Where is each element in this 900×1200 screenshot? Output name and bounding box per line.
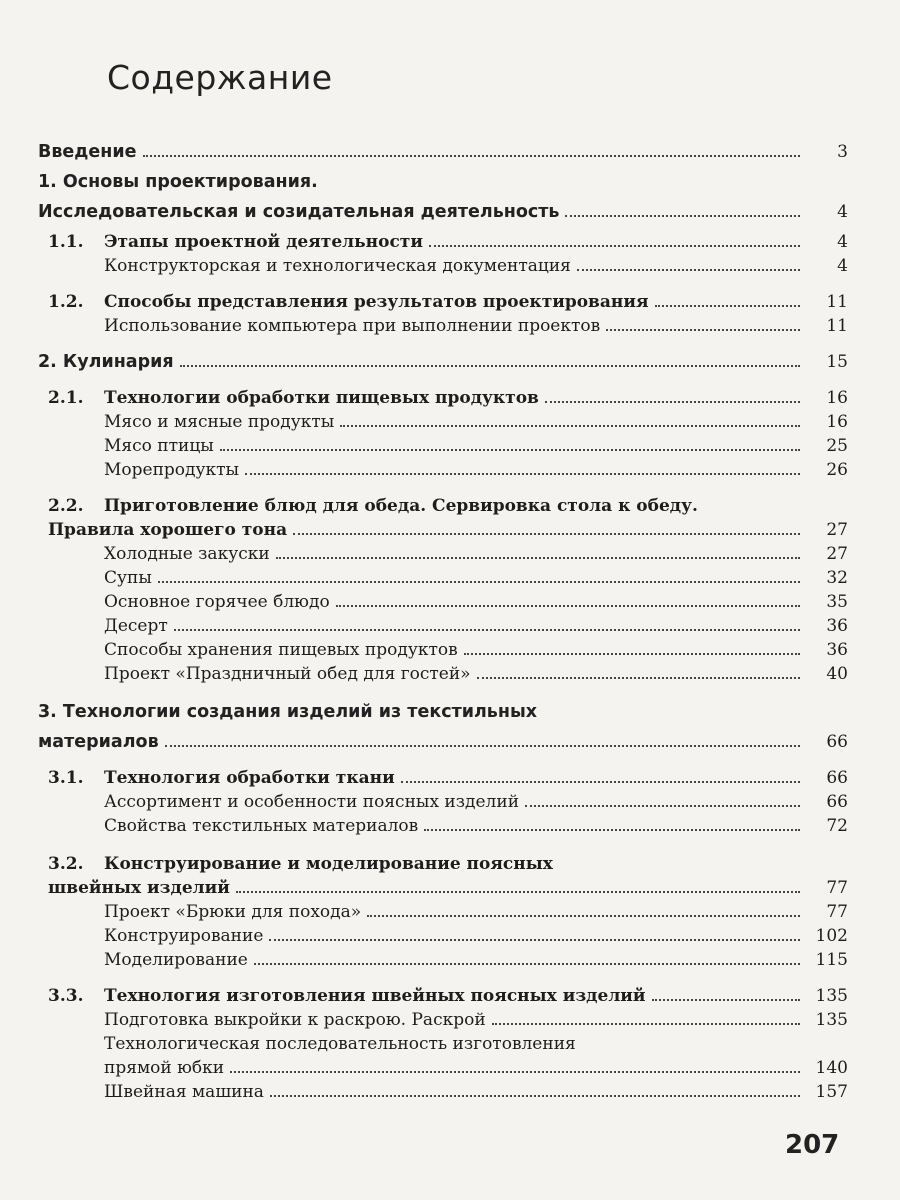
- toc-entry-label: Подготовка выкройки к раскрою. Раскрой: [104, 1010, 486, 1030]
- dot-leader: [293, 533, 800, 535]
- toc-entry: [0, 196, 848, 222]
- toc-entry: [0, 538, 848, 564]
- dot-leader: [525, 805, 800, 807]
- section-number: 2.1.: [48, 388, 84, 408]
- dot-leader: [429, 245, 800, 247]
- toc-entry: [0, 454, 848, 480]
- section-number: 3.2.: [48, 854, 84, 874]
- dot-leader: [245, 473, 800, 475]
- toc-entry-label: 2. Кулинария: [38, 352, 174, 372]
- toc-page-number: 11: [826, 292, 848, 312]
- toc-entry-label: Морепродукты: [104, 460, 240, 480]
- toc-page-number: 66: [826, 768, 848, 788]
- dot-leader: [577, 269, 800, 271]
- toc-page-number: 25: [826, 436, 848, 456]
- dot-leader: [254, 963, 800, 965]
- toc-entry-label: Технологии обработки пищевых продуктов: [104, 388, 539, 408]
- dot-leader: [340, 425, 800, 427]
- toc-entry: [0, 310, 848, 336]
- toc-entry-label: Основное горячее блюдо: [104, 592, 330, 612]
- toc-entry-label: Этапы проектной деятельности: [104, 232, 423, 252]
- dot-leader: [180, 365, 800, 367]
- dot-leader: [336, 605, 800, 607]
- section-number: 1.2.: [48, 292, 84, 312]
- dot-leader: [270, 1095, 800, 1097]
- dot-leader: [174, 629, 800, 631]
- dot-leader: [276, 557, 800, 559]
- dot-leader: [220, 449, 800, 451]
- section-number: 2.2.: [48, 496, 84, 516]
- toc-entry-label: Проект «Брюки для похода»: [104, 902, 362, 922]
- toc-page-number: 32: [826, 568, 848, 588]
- toc-page-number: 140: [815, 1058, 848, 1078]
- toc-entry: [0, 848, 848, 874]
- toc-entry: [0, 1004, 848, 1030]
- toc-entry: [0, 786, 848, 812]
- dot-leader: [401, 781, 800, 783]
- toc-entry: [0, 286, 848, 312]
- toc-entry: [0, 1028, 848, 1054]
- toc-page-number: 11: [826, 316, 848, 336]
- toc-page-number: 66: [826, 732, 848, 752]
- toc-page-number: 15: [826, 352, 848, 372]
- toc-entry-label: Технология изготовления швейных поясных изделий: [104, 986, 646, 1006]
- toc-entry-label: Конструирование: [104, 926, 264, 946]
- toc-page-number: 135: [815, 1010, 848, 1030]
- toc-entry-label: Ассортимент и особенности поясных изделий: [104, 792, 520, 812]
- toc-entry-label: Правила хорошего тона: [48, 520, 288, 540]
- toc-entry: [0, 1076, 848, 1102]
- toc-entry: [0, 634, 848, 660]
- toc-page-number: 102: [815, 926, 848, 946]
- toc-entry-label: Проект «Праздничный обед для гостей»: [104, 664, 471, 684]
- page-title: Содержание: [107, 58, 333, 97]
- dot-leader: [165, 745, 800, 747]
- toc-entry: [0, 490, 848, 516]
- toc-entry: [0, 610, 848, 636]
- toc-entry-label: Конструирование и моделирование поясных: [104, 854, 553, 874]
- toc-entry-label: Технологическая последовательность изготовления: [104, 1034, 576, 1054]
- toc-entry-label: Приготовление блюд для обеда. Сервировка стола к обеду.: [104, 496, 698, 516]
- toc-entry: [0, 514, 848, 540]
- dot-leader: [652, 999, 800, 1001]
- toc-page-number: 27: [826, 544, 848, 564]
- toc-page-number: 77: [826, 878, 848, 898]
- toc-entry: [0, 810, 848, 836]
- toc-entry-label: Введение: [38, 142, 137, 162]
- toc-page-number: 157: [815, 1082, 848, 1102]
- toc-entry-label: Способы хранения пищевых продуктов: [104, 640, 458, 660]
- toc-page-number: 4: [837, 202, 848, 222]
- toc-entry-label: Холодные закуски: [104, 544, 270, 564]
- toc-entry-label: Супы: [104, 568, 152, 588]
- toc-page-number: 35: [826, 592, 848, 612]
- toc-entry: [0, 726, 848, 752]
- toc-entry: [0, 920, 848, 946]
- toc-page-number: 16: [826, 388, 848, 408]
- toc-page-number: 77: [826, 902, 848, 922]
- toc-entry: [0, 346, 848, 372]
- toc-entry-label: Использование компьютера при выполнении проектов: [104, 316, 601, 336]
- toc-entry-label: Способы представления результатов проектирования: [104, 292, 649, 312]
- toc-entry-label: прямой юбки: [104, 1058, 225, 1078]
- toc-page-number: 36: [826, 640, 848, 660]
- dot-leader: [565, 215, 800, 217]
- section-number: 3.3.: [48, 986, 84, 1006]
- dot-leader: [477, 677, 800, 679]
- toc-entry-label: 3. Технологии создания изделий из текстильных: [38, 702, 538, 722]
- toc-page-number: 3: [837, 142, 848, 162]
- toc-page-number: 66: [826, 792, 848, 812]
- section-number: 1.1.: [48, 232, 84, 252]
- toc-page-number: 26: [826, 460, 848, 480]
- toc-entry: [0, 406, 848, 432]
- dot-leader: [655, 305, 801, 307]
- dot-leader: [269, 939, 800, 941]
- dot-leader: [424, 829, 800, 831]
- toc-entry: [0, 430, 848, 456]
- toc-page-number: 115: [815, 950, 848, 970]
- toc-entry: [0, 586, 848, 612]
- toc-page-number: 16: [826, 412, 848, 432]
- toc-page-number: 40: [826, 664, 848, 684]
- toc-entry: [0, 562, 848, 588]
- toc-page-number: 72: [826, 816, 848, 836]
- toc-entry-label: Технология обработки ткани: [104, 768, 395, 788]
- toc-page-number: 4: [837, 232, 848, 252]
- toc-page-number: 27: [826, 520, 848, 540]
- toc-entry-label: Швейная машина: [104, 1082, 264, 1102]
- toc-page-number: 135: [815, 986, 848, 1006]
- toc-entry: [0, 658, 848, 684]
- toc-entry: [0, 166, 848, 192]
- toc-entry-label: Моделирование: [104, 950, 248, 970]
- dot-leader: [143, 155, 800, 157]
- page-number: 207: [785, 1130, 840, 1160]
- toc-entry-label: Мясо и мясные продукты: [104, 412, 335, 432]
- section-number: 3.1.: [48, 768, 84, 788]
- dot-leader: [236, 891, 800, 893]
- toc-page-number: 36: [826, 616, 848, 636]
- toc-entry-label: Свойства текстильных материалов: [104, 816, 419, 836]
- toc-entry: [0, 944, 848, 970]
- toc-entry-label: Конструкторская и технологическая документация: [104, 256, 571, 276]
- dot-leader: [158, 581, 800, 583]
- toc-entry: [0, 696, 848, 722]
- toc-entry-label: Мясо птицы: [104, 436, 214, 456]
- toc-entry: [0, 226, 848, 252]
- toc-entry-label: Исследовательская и созидательная деятельность: [38, 202, 560, 222]
- toc-entry: [0, 872, 848, 898]
- toc-entry: [0, 1052, 848, 1078]
- dot-leader: [545, 401, 800, 403]
- toc-entry: [0, 136, 848, 162]
- dot-leader: [492, 1023, 800, 1025]
- toc-entry: [0, 250, 848, 276]
- dot-leader: [464, 653, 800, 655]
- toc-entry: [0, 382, 848, 408]
- toc-entry-label: материалов: [38, 732, 159, 752]
- toc-entry: [0, 762, 848, 788]
- toc-entry-label: Десерт: [104, 616, 168, 636]
- dot-leader: [230, 1071, 800, 1073]
- dot-leader: [606, 329, 800, 331]
- toc-page-number: 4: [837, 256, 848, 276]
- toc-entry: [0, 980, 848, 1006]
- toc-entry-label: швейных изделий: [48, 878, 230, 898]
- toc-entry-label: 1. Основы проектирования.: [38, 172, 318, 192]
- dot-leader: [367, 915, 800, 917]
- toc-entry: [0, 896, 848, 922]
